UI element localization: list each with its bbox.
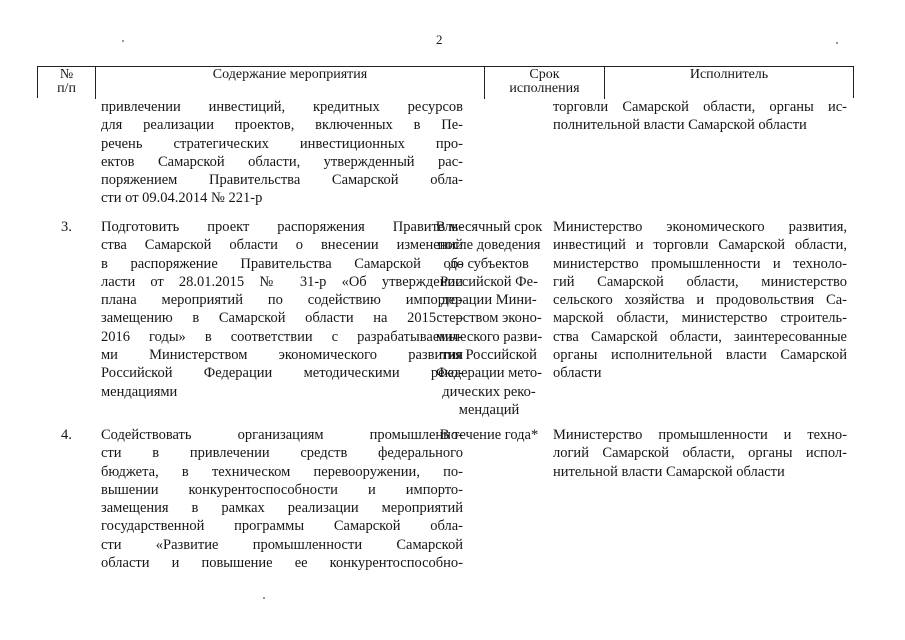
term-line: мического разви- (435, 328, 543, 345)
executor-line: области (553, 365, 602, 382)
executor-line: министерство промышленности и техноло- (553, 255, 847, 272)
row-content-cell (101, 98, 463, 208)
row-executor-cell (553, 426, 847, 481)
content-line: 2016 годы» в соответствии с разрабатываемы- (101, 328, 463, 345)
term-line: до субъектов (449, 255, 529, 272)
term-line: Федерации мето- (436, 365, 542, 382)
header-term-cell (485, 67, 605, 99)
scan-speck (263, 597, 265, 599)
term-line: тия Российской (441, 347, 537, 364)
term-line: после доведения (437, 237, 541, 254)
header-number-sublabel: п/п (57, 81, 76, 96)
content-line: для реализации проектов, включенных в Пе- (101, 117, 463, 134)
executor-line: полнительной власти Самарской области (553, 117, 807, 134)
header-term-sublabel: исполнения (509, 81, 580, 96)
scan-speck (836, 42, 838, 44)
row-content-cell (101, 426, 463, 572)
scan-speck (122, 40, 124, 42)
content-line: замещению в Самарской области на 2015 – (101, 310, 463, 327)
executor-line: марской области, министерство строитель- (553, 310, 847, 327)
content-line: сти от 09.04.2014 № 221-р (101, 190, 263, 207)
header-content-cell (96, 67, 485, 99)
header-number-cell (38, 67, 96, 99)
content-line: государственной программы Самарской обла- (101, 518, 463, 535)
table-header (37, 66, 854, 98)
executor-line: органы исполнительной власти Самарской (553, 347, 847, 364)
header-number-label: № (59, 67, 74, 82)
content-line: Содействовать организациям промышленно- (101, 427, 463, 443)
row-number: 3. (61, 219, 72, 235)
content-line: ства Самарской области о внесении изменений (101, 237, 463, 254)
executor-line: торговли Самарской области, органы ис- (553, 99, 847, 115)
executor-line: ства Самарской области, заинтересованные (553, 328, 847, 345)
term-line: дерации Мини- (441, 292, 537, 309)
executor-line: гий Самарской области, министерство (553, 273, 847, 290)
content-line: сти «Развитие промышленности Самарской (101, 536, 463, 553)
term-line: В течение года* (439, 427, 539, 443)
row-term-cell (429, 426, 549, 444)
term-line: стерством эконо- (436, 310, 542, 327)
content-line: в распоряжение Правительства Самарской об- (101, 255, 463, 272)
header-executor-cell (605, 67, 853, 99)
content-line: поряжением Правительства Самарской обла- (101, 172, 463, 189)
content-line: Российской Федерации методическими реко- (101, 365, 463, 382)
row-executor-cell (553, 98, 847, 135)
content-line: речень стратегических инвестиционных про- (101, 135, 463, 152)
term-line: Российской Фе- (440, 273, 538, 290)
page-number: 2 (436, 32, 443, 47)
header-executor-label: Исполнитель (689, 67, 769, 82)
content-line: сти в привлечении средств федерального (101, 445, 463, 462)
header-content-label: Содержание мероприятия (212, 67, 368, 82)
content-line: привлечении инвестиций, кредитных ресурсов (101, 99, 463, 115)
term-line: дических реко- (442, 383, 536, 400)
row-executor-cell (553, 218, 847, 383)
row-content-cell (101, 218, 463, 401)
content-line: области и повышение ее конкурентоспособно- (101, 555, 463, 572)
row-term-cell (429, 218, 549, 419)
executor-line: Министерство экономического развития, (553, 219, 847, 235)
header-term-label: Срок (529, 67, 560, 82)
executor-line: Министерство промышленности и техно- (553, 427, 847, 443)
content-line: вышении конкурентоспособности и импорто- (101, 481, 463, 498)
content-line: замещения в рамках реализации мероприятий (101, 500, 463, 517)
term-line: мендаций (458, 401, 520, 418)
executor-line: логий Самарской области, органы испол- (553, 445, 847, 462)
term-line: В месячный срок (435, 219, 543, 235)
content-line: бюджета, в техническом перевооружении, по- (101, 463, 463, 480)
content-line: Подготовить проект распоряжения Правитель- (101, 219, 463, 235)
executor-line: нительной власти Самарской области (553, 463, 785, 480)
content-line: ми Министерством экономического развития (101, 347, 463, 364)
content-line: плана мероприятий по содействию импорто- (101, 292, 463, 309)
content-line: ектов Самарской области, утвержденный рас- (101, 153, 463, 170)
row-number: 4. (61, 427, 72, 443)
content-line: мендациями (101, 383, 178, 400)
executor-line: сельского хозяйства и продовольствия Са- (553, 292, 847, 309)
executor-line: инвестиций и торговли Самарской области, (553, 237, 847, 254)
content-line: ласти от 28.01.2015 № 31-р «Об утверждении (101, 273, 463, 290)
